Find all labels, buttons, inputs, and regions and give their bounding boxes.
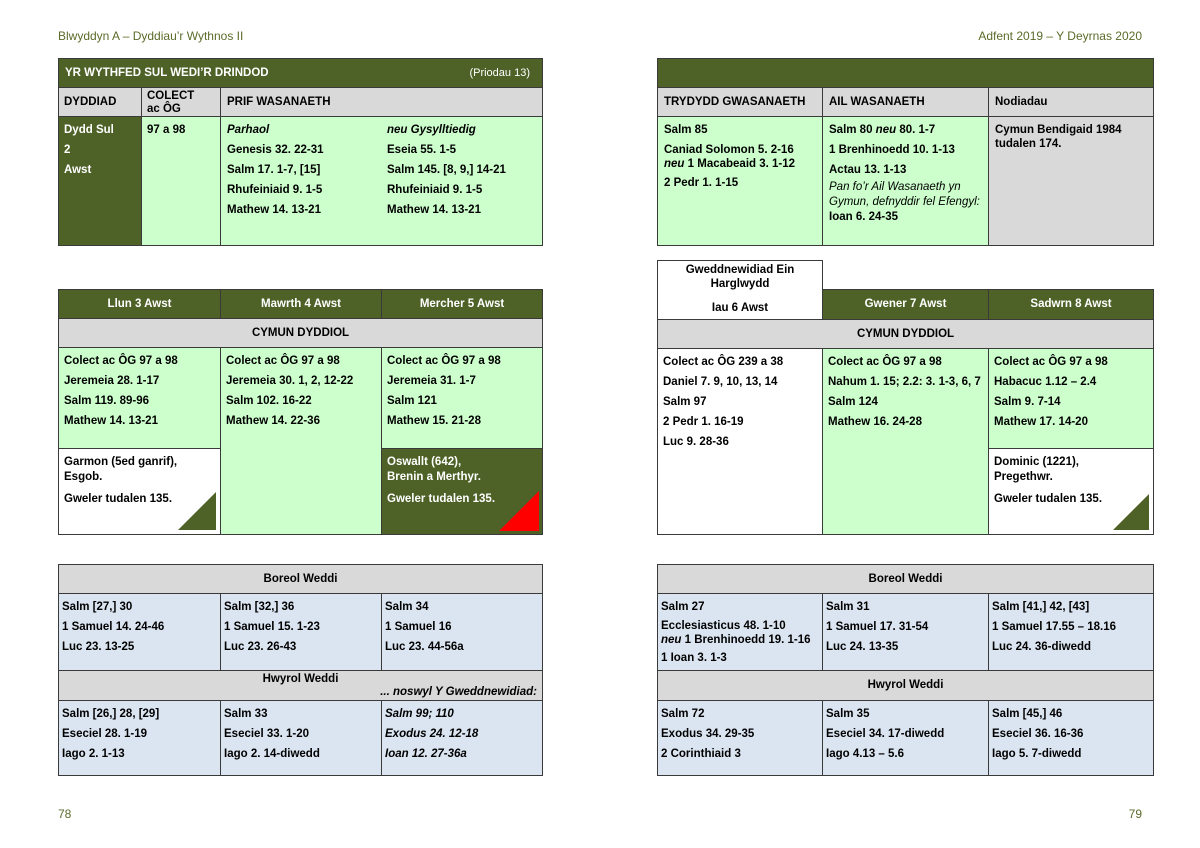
eve-of-transfiguration-note: ... noswyl Y Gweddnewidiad: [380,686,537,698]
second-service-cell: Salm 80 neu 80. 1-7 1 Brenhinoedd 10. 1-13 Actau 13. 1-13 Pan fo’r Ail Wasanaeth yn Gymun, defnyddir fel Efengyl: Ioan 6. 24-35 [822,116,989,246]
main-continuous: Parhaol Genesis 32. 22-31 Salm 17. 1-7, [15] Rhufeiniaid 9. 1-5 Mathew 14. 13-21 [227,124,324,216]
page-number-left: 78 [58,807,72,821]
evening-thu: Salm 72 Exodus 34. 29-35 2 Corinthiaid 3 [657,700,823,776]
sunday-title: YR WYTHFED SUL WEDI’R DRINDOD [65,67,269,79]
daily-eucharist-header-left: CYMUN DYDDIOL [58,318,543,348]
day-header-sat: Sadwrn 8 Awst [988,289,1154,320]
col-header-second-service: AIL WASANAETH [822,87,989,117]
morning-wed: Salm 34 1 Samuel 16 Luc 23. 44-56a [381,593,543,671]
sunday-main-cell [220,116,543,246]
feast-triangle-green-icon [1113,494,1149,530]
sunday-collect-cell: 97 a 98 [141,116,221,246]
morning-sat: Salm [41,] 42, [43] 1 Samuel 17.55 – 18.16 Luc 24. 36-diwedd [988,593,1154,671]
readings-sat: Colect ac ÔG 97 a 98 Habacuc 1.12 – 2.4 Salm 9. 7-14 Mathew 17. 14-20 [988,348,1154,449]
day-header-mon: Llun 3 Awst [58,289,221,319]
evening-mon: Salm [26,] 28, [29] Eseciel 28. 1-19 Iago 2. 1-13 [58,700,221,776]
morning-prayer-header-left: Boreol Weddi [58,564,543,594]
col-header-third-service: TRYDYDD GWASANAETH [657,87,823,117]
readings-tue: Colect ac ÔG 97 a 98 Jeremeia 30. 1, 2, 12-22 Salm 102. 16-22 Mathew 14. 22-36 [220,347,382,535]
morning-mon: Salm [27,] 30 1 Samuel 14. 24-46 Luc 23. 13-25 [58,593,221,671]
col-header-notes: Nodiadau [988,87,1154,117]
readings-thu: Colect ac ÔG 239 a 38 Daniel 7. 9, 10, 13, 14 Salm 97 2 Pedr 1. 16-19 Luc 9. 28-36 [657,348,823,535]
morning-tue: Salm [32,] 36 1 Samuel 15. 1-23 Luc 23. 26-43 [220,593,382,671]
feast-triangle-green-icon [178,492,216,530]
notes-cell: Cymun Bendigaid 1984 tudalen 174. [988,116,1154,246]
day-header-tue: Mawrth 4 Awst [220,289,382,319]
col-header-main-service: PRIF WASANAETH [220,87,543,117]
header-right: Adfent 2019 – Y Deyrnas 2020 [978,29,1142,43]
sunday-date-cell: Dydd Sul 2 Awst [58,116,142,246]
header-left: Blwyddyn A – Dyddiau’r Wythnos II [58,29,244,43]
martyr-triangle-red-icon [499,491,539,531]
sunday-title-bar-right [657,58,1154,88]
evening-wed: Salm 99; 110 Exodus 24. 12-18 Ioan 12. 27-36a [381,700,543,776]
commemoration-sat: Dominic (1221), Pregethwr. Gweler tudalen 135. [988,448,1154,535]
page-number-right: 79 [1128,807,1142,821]
day-header-fri: Gwener 7 Awst [822,289,989,320]
col-header-day: DYDDIAD [58,87,142,117]
evening-fri: Salm 35 Eseciel 34. 17-diwedd Iago 4.13 – 5.6 [822,700,989,776]
col-header-collect: COLECT ac ÔG [141,87,221,117]
day-header-thu: Iau 6 Awst [711,302,769,314]
evening-prayer-header-right: Hwyrol Weddi [657,670,1154,701]
morning-thu: Salm 27 Ecclesiasticus 48. 1-10 neu 1 Brenhinoedd 19. 1-16 1 Ioan 3. 1-3 [657,593,823,671]
day-header-wed: Mercher 5 Awst [381,289,543,319]
morning-fri: Salm 31 1 Samuel 17. 31-54 Luc 24. 13-35 [822,593,989,671]
main-related: neu Gysylltiedig Eseia 55. 1-5 Salm 145. [8, 9,] 14-21 Rhufeiniaid 9. 1-5 Mathew 14. 13-21 [387,124,506,216]
commemoration-wed: Oswallt (642), Brenin a Merthyr. Gweler tudalen 135. [381,448,543,535]
sunday-ref: (Priodau 13) [469,67,530,79]
evening-tue: Salm 33 Eseciel 33. 1-20 Iago 2. 14-diwedd [220,700,382,776]
morning-prayer-header-right: Boreol Weddi [657,564,1154,594]
commemoration-mon: Garmon (5ed ganrif), Esgob. Gweler tudalen 135. [58,448,221,535]
transfiguration-header: Gweddnewidiad Ein Harglwydd Iau 6 Awst [657,260,823,320]
readings-fri: Colect ac ÔG 97 a 98 Nahum 1. 15; 2.2: 3. 1-3, 6, 7 Salm 124 Mathew 16. 24-28 [822,348,989,535]
sunday-title-bar [58,58,543,88]
third-service-cell: Salm 85 Caniad Solomon 5. 2-16 neu 1 Macabeaid 3. 1-12 2 Pedr 1. 1-15 [657,116,823,246]
daily-eucharist-header-right: CYMUN DYDDIOL [657,319,1154,349]
evening-sat: Salm [45,] 46 Eseciel 36. 16-36 Iago 5. 7-diwedd [988,700,1154,776]
evening-prayer-header-left: Hwyrol Weddi ... noswyl Y Gweddnewidiad: [58,670,543,701]
readings-wed: Colect ac ÔG 97 a 98 Jeremeia 31. 1-7 Salm 121 Mathew 15. 21-28 [381,347,543,449]
readings-mon: Colect ac ÔG 97 a 98 Jeremeia 28. 1-17 Salm 119. 89-96 Mathew 14. 13-21 [58,347,221,449]
